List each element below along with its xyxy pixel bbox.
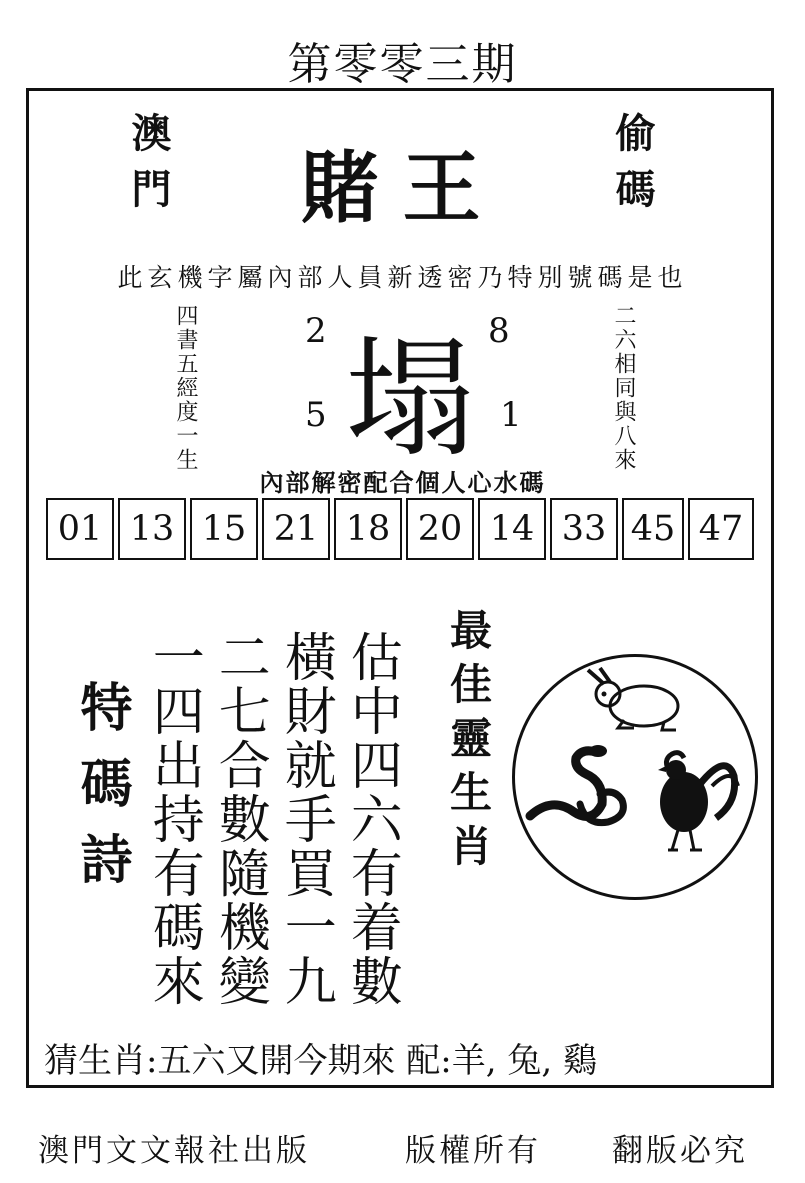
issue-title: 第零零三期 bbox=[287, 39, 518, 90]
left-verse-column: 四書五經度一生 bbox=[173, 304, 198, 472]
footer-rights: 版權所有 bbox=[405, 1133, 541, 1169]
right-verse-column: 二六相同與八來 bbox=[611, 304, 636, 472]
number-box: 13 bbox=[118, 498, 186, 560]
footer-piracy: 翻版必究 bbox=[612, 1133, 748, 1169]
number-box: 21 bbox=[262, 498, 330, 560]
number-box: 14 bbox=[478, 498, 546, 560]
main-title: 賭王 bbox=[300, 144, 505, 234]
rooster-icon bbox=[658, 753, 738, 850]
footer-publisher: 澳門文文報社出版 bbox=[38, 1133, 310, 1169]
decode-line: 內部解密配合個人心水碼 bbox=[259, 469, 546, 497]
number-box: 20 bbox=[406, 498, 474, 560]
poem-line-2: 橫財就手買一九 bbox=[275, 630, 336, 1008]
corner-right-label: 偷碼 bbox=[609, 112, 656, 224]
number-box: 18 bbox=[334, 498, 402, 560]
poem-line-3: 二七合數隨機變 bbox=[209, 630, 270, 1008]
best-zodiac-label: 最佳靈生肖 bbox=[444, 608, 493, 878]
center-character: 塌 bbox=[344, 323, 475, 475]
zodiac-illustration bbox=[512, 654, 758, 900]
snake-icon bbox=[530, 745, 623, 823]
number-box: 01 bbox=[46, 498, 114, 560]
number-box: 15 bbox=[190, 498, 258, 560]
subtitle-line: 此玄機字屬內部人員新透密乃特別號碼是也 bbox=[117, 263, 688, 292]
number-box: 33 bbox=[550, 498, 618, 560]
digit-bottom-left: 5 bbox=[305, 395, 327, 435]
rabbit-icon bbox=[588, 668, 678, 730]
poem-line-4: 一四出持有碼來 bbox=[143, 630, 204, 1008]
digit-top-right: 8 bbox=[488, 311, 510, 351]
poem-title: 特碼詩 bbox=[71, 680, 131, 908]
poem-line-1: 估中四六有着數 bbox=[341, 630, 402, 1008]
corner-left-label: 澳門 bbox=[125, 112, 172, 224]
digit-top-left: 2 bbox=[305, 311, 327, 351]
number-box: 45 bbox=[622, 498, 684, 560]
number-box: 47 bbox=[688, 498, 754, 560]
guess-zodiac-line: 猜生肖:五六又開今期來 配:羊, 兔, 鷄 bbox=[44, 1041, 597, 1081]
digit-bottom-right: 1 bbox=[500, 395, 522, 435]
